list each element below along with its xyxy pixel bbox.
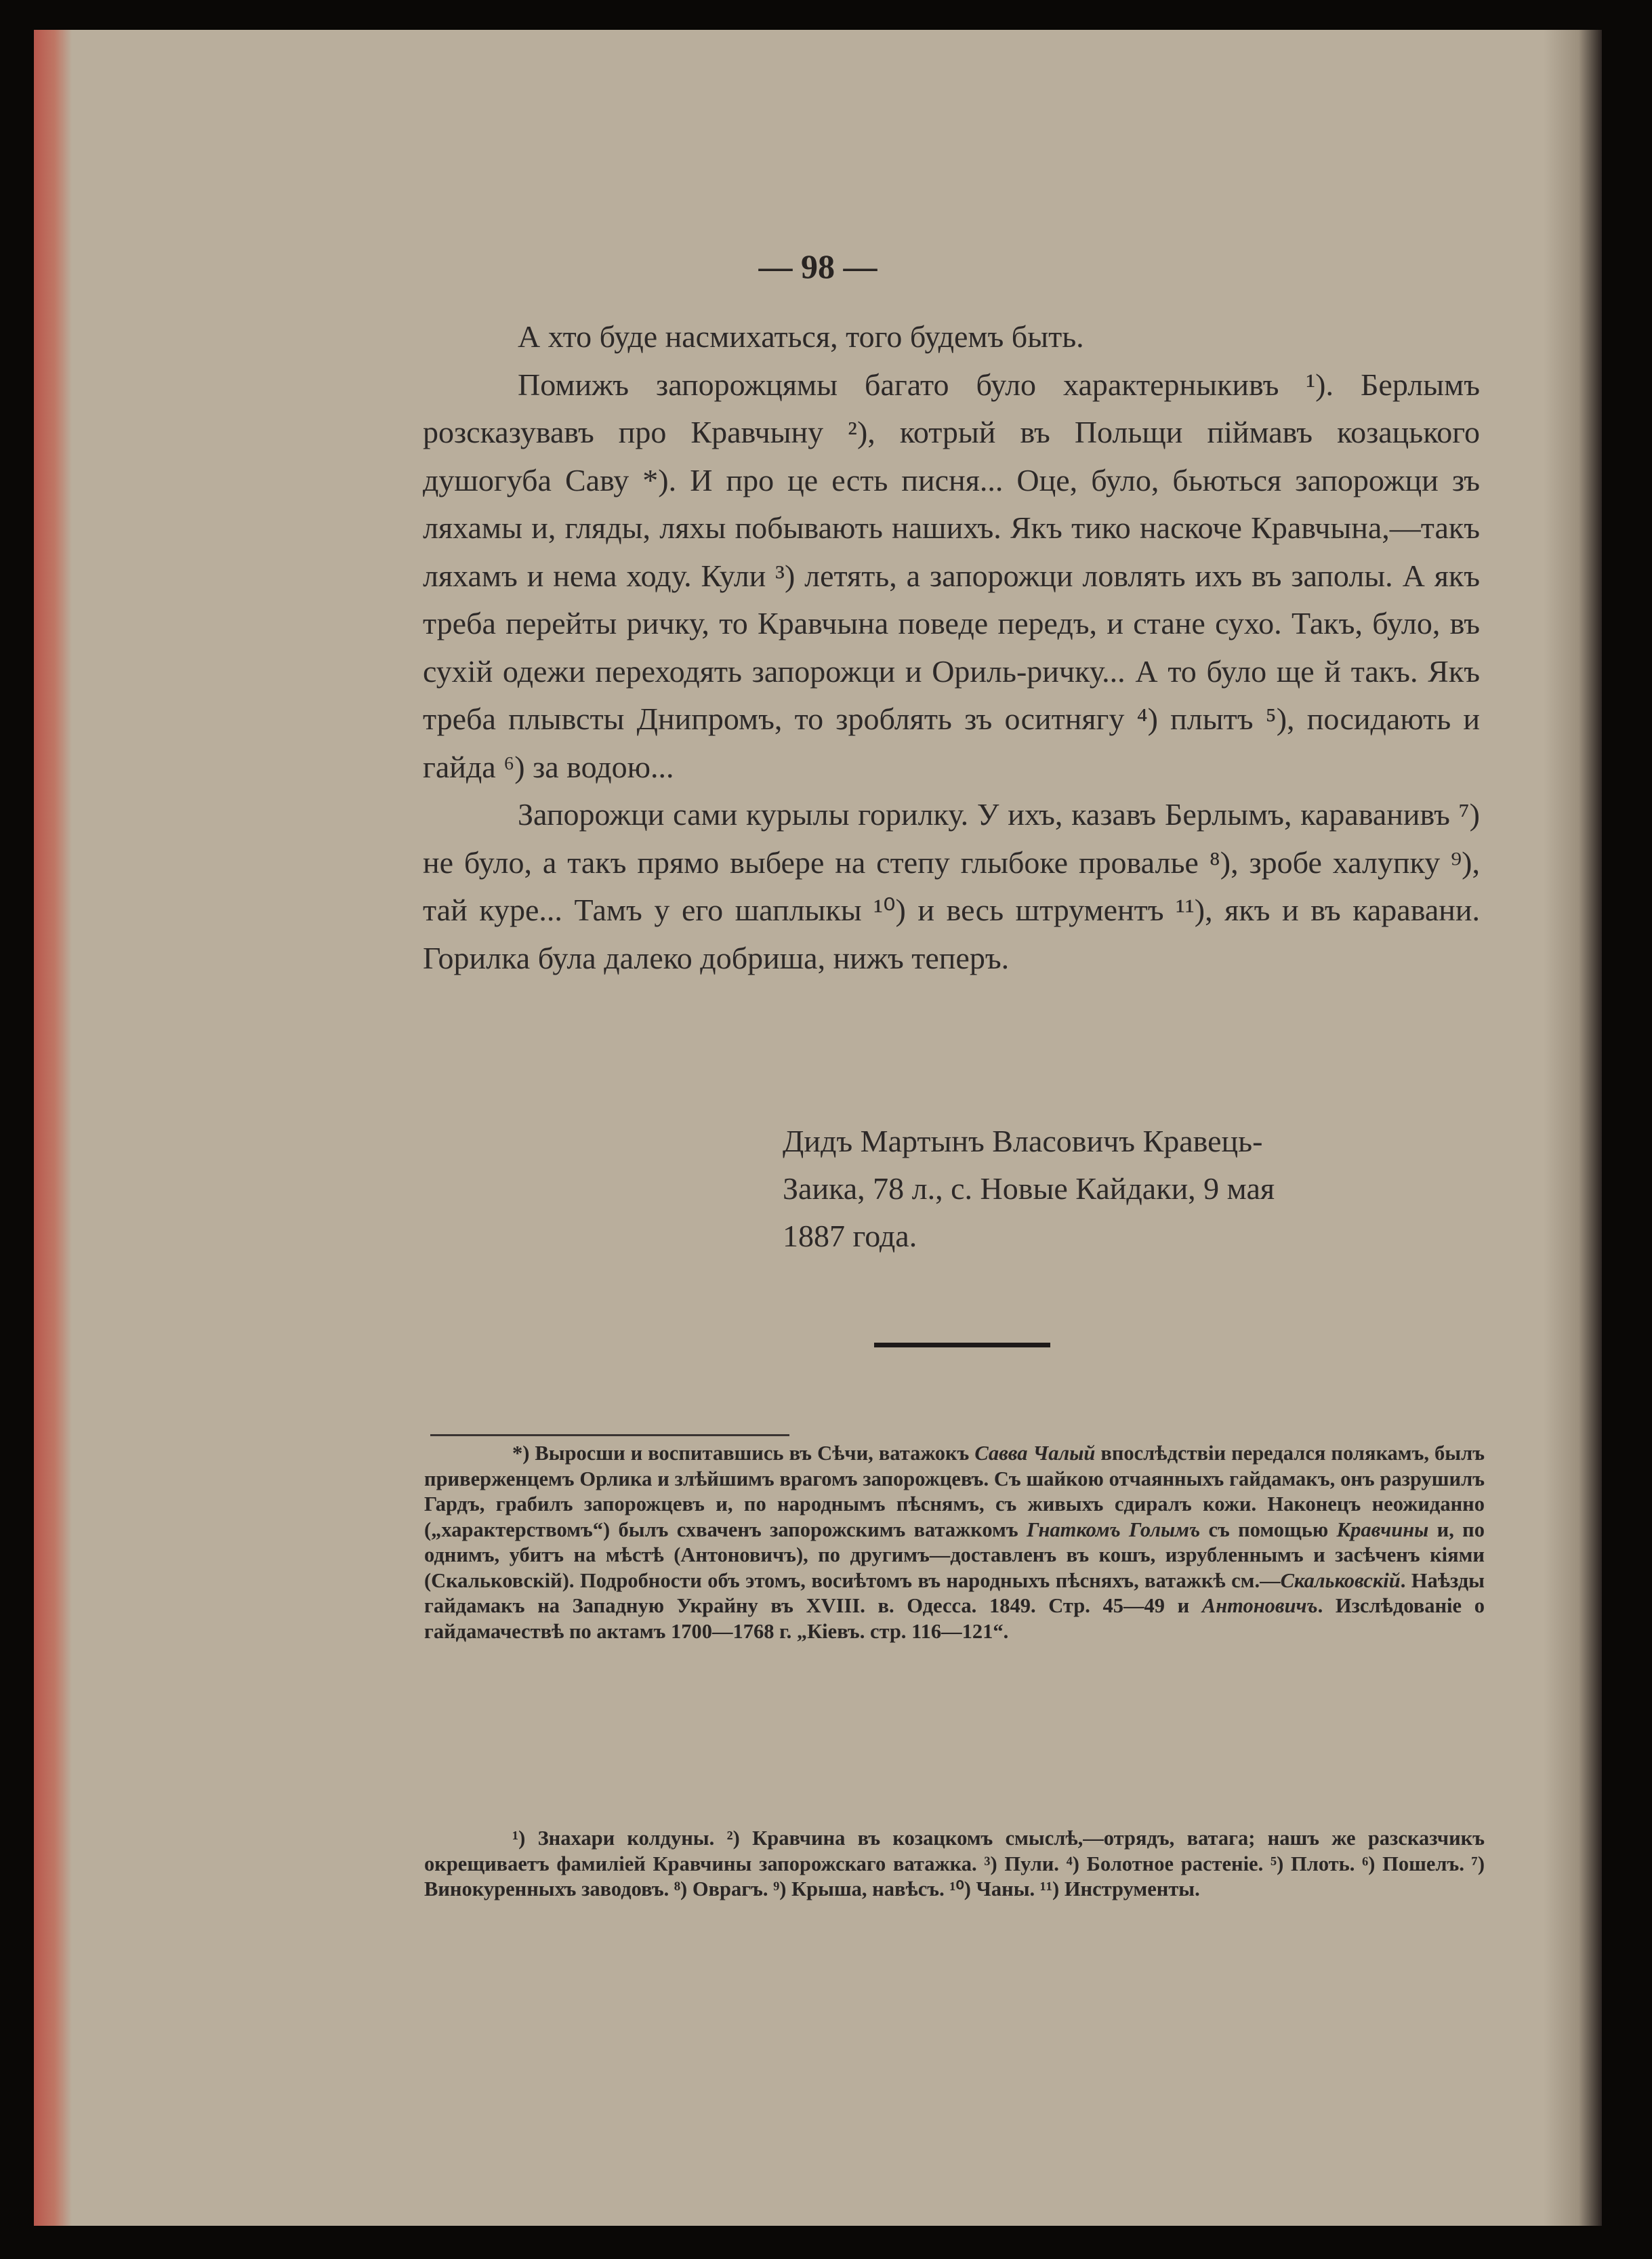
footnote-name: Скальковскій — [1280, 1568, 1401, 1592]
footnote-name: Савва Чалый — [974, 1442, 1096, 1465]
informant-signature — [783, 1118, 1481, 1260]
footnote-text: впослѣдствіи передался полякамъ, былъ приверженцемъ Орлика и злѣйшимъ врагомъ запорожцевъ. Съ шайкою отчаянныхъ гайдамакъ, онъ разрушилъ Гардъ, грабилъ запорожцевъ и, по народнымъ пѣснямъ, съ живыхъ сдиралъ кожи. Наконецъ неожиданно („характерствомъ“) былъ схваченъ запорожскимъ ватажкомъ — [424, 1442, 1485, 1541]
footnote-text: . Изслѣдованіе о гайдамачествѣ по актамъ 1700—1768 г. „Кіевъ. стр. 116—121“. — [424, 1594, 1485, 1643]
footnote-text: и, по однимъ, убитъ на мѣстѣ (Антоновичъ), по другимъ—доставленъ въ кошъ, изрубленнымъ и засѣченъ кіями (Скальковскій). Подробности объ этомъ, восиѣтомъ въ народныхъ пѣсняхъ, ватажкѣ см.— — [424, 1518, 1485, 1592]
paragraph-3: Запорожци сами курылы горилку. У ихъ, казавъ Берлымъ, караванивъ ⁷) не було, а такъ прямо выбере на степу глыбоке провалье ⁸), зробе халупку ⁹), тай куре... Тамъ у его шаплыкы ¹⁰) и весь штрументъ ¹¹), якъ и въ каравани. Горилка була далеко добриша, нижъ теперъ. — [423, 797, 1480, 975]
main-text — [423, 313, 1480, 982]
signature-line-3: 1887 года. — [783, 1219, 917, 1253]
footnote-name: Антоновичъ — [1201, 1594, 1318, 1617]
page-paper — [34, 30, 1602, 2226]
binding-edge — [34, 30, 72, 2226]
signature-line-2: Заика, 78 л., с. Новые Кайдаки, 9 мая — [783, 1171, 1275, 1206]
footnote-separator — [430, 1434, 789, 1436]
signature-line-1: Дидъ Мартынъ Власовичъ Кравець- — [783, 1124, 1263, 1158]
section-divider — [874, 1343, 1050, 1347]
paragraph-1: А хто буде насмихаться, того будемъ быть. — [518, 319, 1084, 354]
footnote-asterisk — [424, 1441, 1485, 1644]
page-gutter-shadow — [1544, 30, 1602, 2226]
footnotes-numbered — [424, 1826, 1485, 1902]
footnote-text: . Наѣзды гайдамакъ на Западную Украйну въ XVIII. в. Одесса. 1849. Стр. 45—49 и — [424, 1568, 1485, 1617]
paragraph-2: Помижъ запорожцямы багато було характерныкивъ ¹). Берлымъ розсказувавъ про Кравчыну ²), котрый въ Польщи піймавъ козацького душогуба Саву *). И про це есть писня... Оце, було, бьються запорожци зъ ляхамы и, гляды, ляхы побывають нашихъ. Якъ тико наскоче Кравчына,—такъ ляхамъ и нема ходу. Кули ³) летять, а запорожци ловлять ихъ въ заполы. А якъ треба перейты ричку, то Кравчына поведе передъ, и стане сухо. Такъ, було, въ сухій одежи переходять запорожци и Ориль-ричку... А то було ще й такъ. Якъ треба плывсты Днипромъ, то зроблять зъ оситнягу ⁴) плытъ ⁵), посидають и гайда ⁶) за водою... — [423, 367, 1480, 784]
footnote-name: Кравчины — [1336, 1518, 1429, 1541]
footnote-text: *) Выросши и воспитавшись въ Сѣчи, ватажокъ — [512, 1442, 975, 1465]
footnotes-numbered-text: ¹) Знахари колдуны. ²) Кравчина въ козацкомъ смыслѣ,—отрядъ, ватага; нашъ же разсказчикъ окрещиваетъ фамиліей Кравчины запорожскаго ватажка. ³) Пули. ⁴) Болотное растеніе. ⁵) Плоть. ⁶) Пошелъ. ⁷) Винокуренныхъ заводовъ. ⁸) Оврагъ. ⁹) Крыша, навѣсъ. ¹⁰) Чаны. ¹¹) Инструменты. — [424, 1827, 1485, 1900]
footnote-name: Гнаткомъ Голымъ — [1026, 1518, 1201, 1541]
footnote-text: съ помощью — [1200, 1518, 1337, 1541]
page-number: — 98 — — [758, 247, 877, 285]
